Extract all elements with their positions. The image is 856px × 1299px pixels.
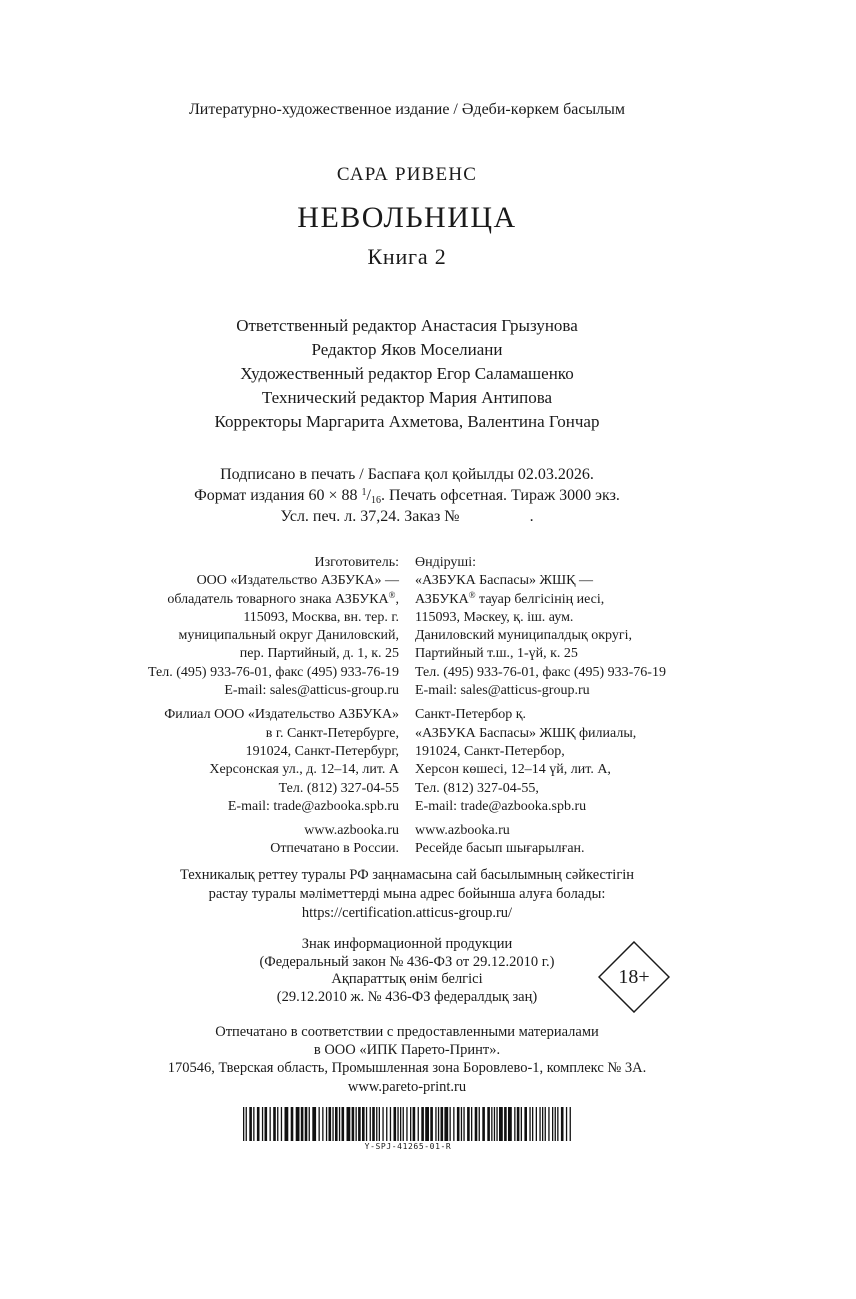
email-line: E-mail: sales@atticus-group.ru: [415, 683, 590, 699]
age-info-line: (Федеральный закон № 436-ФЗ от 29.12.2010 г.): [259, 953, 555, 970]
print-details: [0, 464, 814, 527]
credit-line: Художественный редактор Егор Саламашенко: [240, 364, 574, 383]
printer-address: 170546, Тверская область, Промышленная зона Боровлево-1, комплекс № 3А.: [167, 1060, 647, 1077]
website: www.azbooka.ru: [415, 823, 510, 839]
certification-url: https://certification.atticus-group.ru/: [301, 905, 513, 921]
printer-line: в ООО «ИПК Парето-Принт».: [313, 1042, 501, 1059]
book-title: НЕВОЛЬНИЦА: [297, 201, 517, 234]
barcode-label: Y-SPJ-41265-01-R: [364, 1142, 452, 1151]
format-denominator: 16: [370, 495, 381, 506]
address-line: обладатель товарного знака АЗБУКА®,: [167, 589, 399, 607]
age-rating-text: 18+: [618, 965, 650, 988]
address-line: АЗБУКА® тауар белгісінің иесі,: [415, 589, 605, 607]
address-line: «АЗБУКА Баспасы» ЖШҚ —: [415, 573, 593, 589]
credit-line: Технический редактор Мария Антипова: [261, 388, 553, 407]
certification-line: Техникалық реттеу туралы РФ заңнамасына сай басылымның сәйкестігін: [179, 867, 635, 883]
email-line: E-mail: sales@atticus-group.ru: [224, 683, 399, 699]
age-info-line: (29.12.2010 ж. № 436-ФЗ федералдық заң): [276, 988, 538, 1005]
branch-heading: Санкт-Петербор қ.: [415, 707, 527, 723]
printed-in: Ресейде басып шығарылған.: [415, 841, 585, 857]
publisher-info-russian: [60, 554, 399, 859]
manufacturer-heading: Изготовитель:: [314, 555, 399, 570]
address-line: в г. Санкт-Петербурге,: [265, 725, 399, 741]
order-end: .: [529, 508, 534, 525]
publisher-info-kazakh: [415, 554, 795, 859]
phone-line: Тел. (495) 933-76-01, факс (495) 933-76-19: [148, 664, 399, 680]
branch-heading: Филиал ООО «Издательство АЗБУКА»: [164, 707, 399, 723]
printed-in: Отпечатано в России.: [270, 841, 399, 857]
order-text: Усл. печ. л. 37,24. Заказ №: [280, 508, 460, 525]
email-line: E-mail: trade@azbooka.spb.ru: [415, 798, 587, 814]
age-info-line: Знак информационной продукции: [301, 936, 513, 952]
signed-date: Подписано в печать / Баспаға қол қойылды 02.03.2026.: [220, 466, 594, 483]
email-line: E-mail: trade@azbooka.spb.ru: [227, 798, 399, 814]
editorial-credits: [0, 314, 814, 434]
manufacturer-heading: Өндіруші:: [415, 555, 476, 570]
address-line: муниципальный округ Даниловский,: [178, 628, 399, 644]
book-volume: Книга 2: [367, 244, 447, 269]
address-line: Херсон көшесі, 12–14 үй, лит. А,: [415, 762, 611, 778]
website: www.azbooka.ru: [304, 823, 399, 839]
registered-mark: ®: [468, 589, 476, 600]
address-line: ООО «Издательство АЗБУКА» —: [196, 573, 399, 589]
age-info-line: Ақпараттық өнім белгісі: [331, 971, 483, 987]
format-line: Формат издания 60 × 88 $^1/_{16}$. Печать офсетная. Тираж 3000 экз.: [194, 487, 620, 506]
credit-line: Ответственный редактор Анастасия Грызунова: [236, 316, 578, 335]
address-line: 191024, Санкт-Петербург,: [245, 743, 399, 759]
address-line: Даниловский муниципалдық округі,: [415, 628, 632, 644]
author-name: САРА РИВЕНС: [336, 164, 478, 185]
format-numerator: 1: [361, 487, 367, 498]
info-product-mark: [200, 936, 614, 1006]
phone-line: Тел. (812) 327-04-55,: [415, 780, 539, 796]
printer-line: Отпечатано в соответствии с предоставленными материалами: [215, 1024, 599, 1040]
certification-line: растау туралы мәліметтерді мына адрес бойынша алуға болады:: [208, 886, 606, 902]
address-line: 191024, Санкт-Петербор,: [415, 743, 565, 759]
order-line: [0, 506, 814, 527]
phone-line: Тел. (495) 933-76-01, факс (495) 933-76-19: [415, 664, 666, 680]
address-line: 115093, Москва, вн. тер. г.: [243, 609, 399, 625]
address-line: «АЗБУКА Баспасы» ЖШҚ филиалы,: [415, 725, 637, 741]
barcode: [243, 1107, 573, 1141]
address-line: Херсонская ул., д. 12–14, лит. А: [209, 762, 399, 778]
phone-line: Тел. (812) 327-04-55: [278, 780, 399, 796]
address-line: Партийный т.ш., 1-үй, к. 25: [415, 646, 578, 662]
format-prefix: Формат издания 60 × 88: [194, 487, 362, 504]
age-rating-badge: [598, 941, 670, 1013]
credit-line: Корректоры Маргарита Ахметова, Валентина Гончар: [214, 412, 600, 431]
registered-mark: ®: [388, 589, 396, 600]
address-line: пер. Партийный, д. 1, к. 25: [239, 646, 399, 662]
credit-line: Редактор Яков Моселиани: [311, 340, 503, 359]
format-suffix: . Печать офсетная. Тираж 3000 экз.: [380, 487, 620, 504]
certification-note: [0, 866, 814, 923]
printer-info: [0, 1023, 814, 1096]
address-line: 115093, Мәскеу, қ. іш. аум.: [415, 609, 574, 625]
series-line: Литературно-художественное издание / Әдеби-көркем басылым: [188, 101, 626, 118]
printer-website: www.pareto-print.ru: [347, 1078, 467, 1095]
